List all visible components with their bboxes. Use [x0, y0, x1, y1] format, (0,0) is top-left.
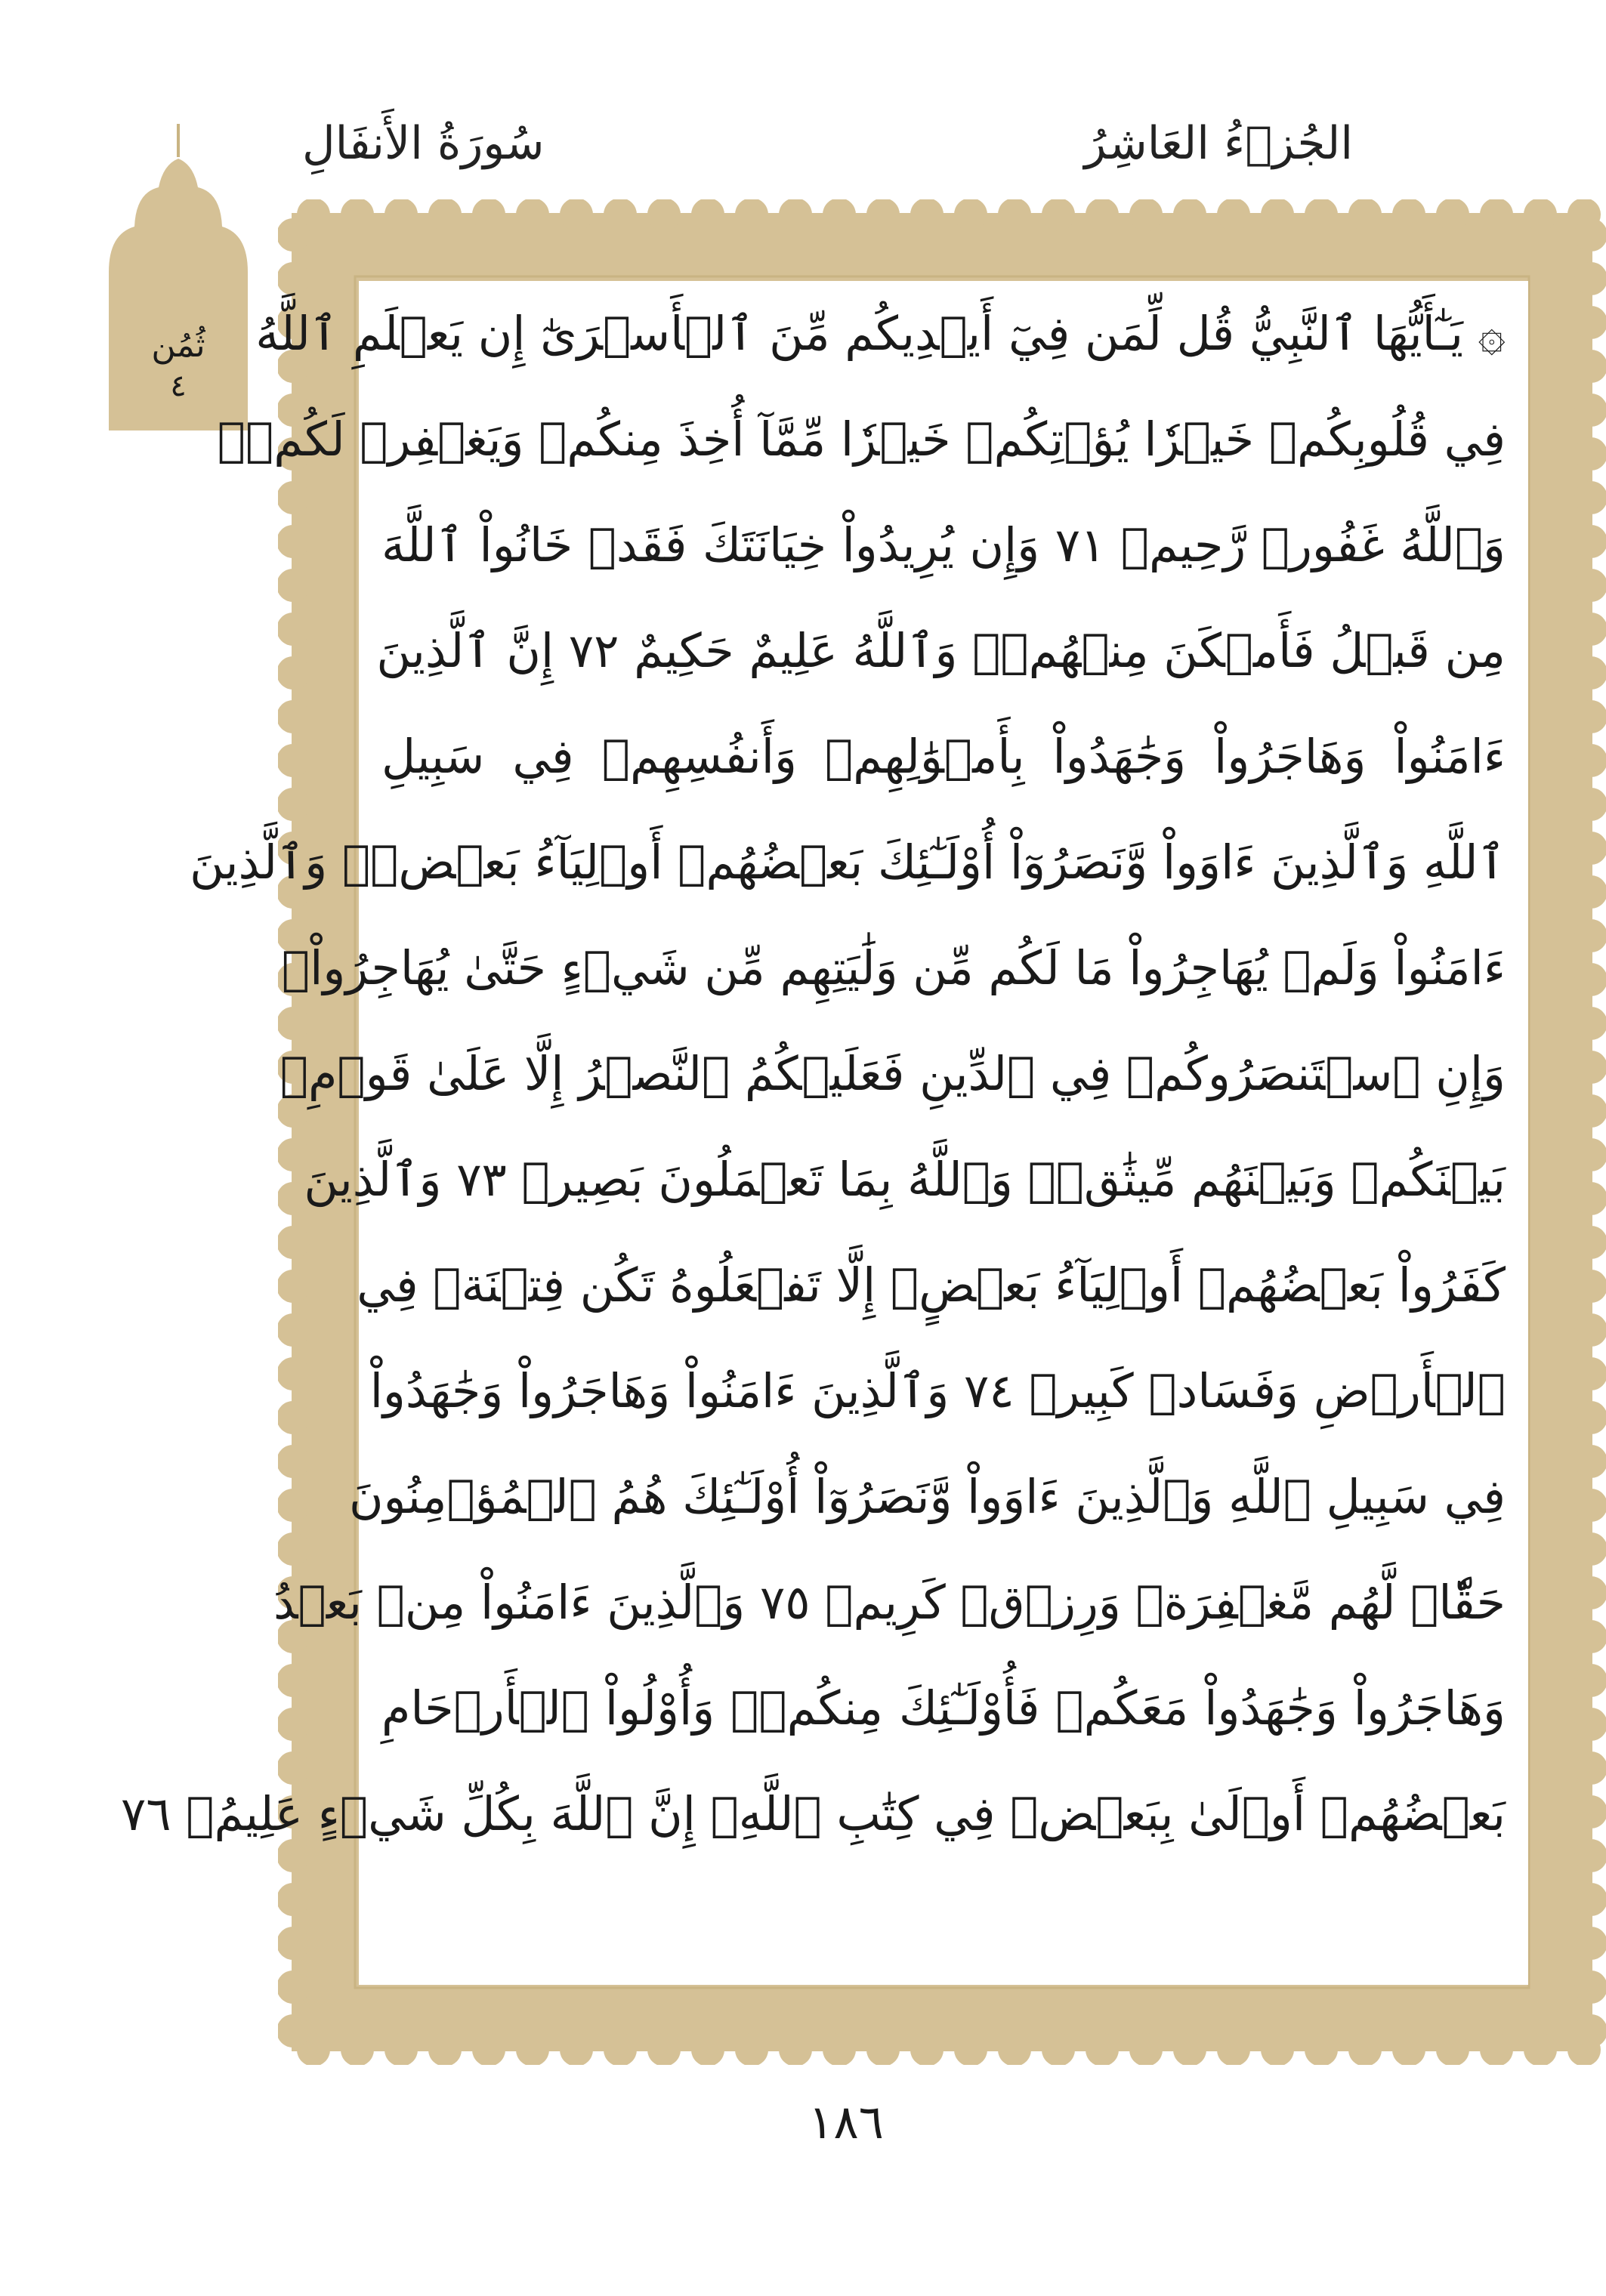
frame-scallop	[735, 199, 768, 231]
quran-line-5: ءَامَنُواْ وَهَاجَرُواْ وَجَٰهَدُواْ بِأَمۡوَٰلِهِمۡ وَأَنفُسِهِمۡ فِي سَبِيلِ	[381, 729, 1506, 784]
frame-scallop	[1574, 481, 1606, 514]
frame-scallop	[604, 2033, 637, 2065]
frame-scallop	[1392, 2033, 1425, 2065]
quran-line-1: ۞ يَـٰٓأَيُّهَا ٱلنَّبِيُّ قُل لِّمَن فِيٓ أَيۡدِيكُم مِّنَ ٱلۡأَسۡرَىٰٓ إِن يَعۡلَمِ ٱللَّهُ	[255, 306, 1506, 361]
thumun-label: ثُمُن	[151, 326, 205, 365]
frame-scallop	[1574, 1313, 1606, 1347]
frame-scallop	[278, 1445, 310, 1478]
frame-scallop	[278, 1357, 310, 1390]
frame-scallop	[1392, 199, 1425, 231]
frame-scallop	[428, 199, 462, 231]
frame-scallop	[278, 1401, 310, 1434]
frame-scallop	[1348, 199, 1382, 231]
frame-scallop	[1086, 2033, 1119, 2065]
frame-scallop	[1305, 2033, 1338, 2065]
frame-scallop	[1042, 199, 1075, 231]
frame-scallop	[385, 199, 418, 231]
frame-scallop	[1574, 1226, 1606, 1259]
frame-scallop	[1348, 2033, 1382, 2065]
frame-scallop	[1261, 2033, 1294, 2065]
frame-scallop	[560, 2033, 593, 2065]
frame-scallop	[1436, 199, 1469, 231]
quran-line-12: فِي سَبِيلِ ٱللَّهِ وَٱلَّذِينَ ءَاوَواْ وَّنَصَرُوٓاْ أُوْلَـٰٓئِكَ هُمُ ٱلۡمُؤۡمِنُونَ	[348, 1469, 1506, 1524]
frame-scallop	[1574, 875, 1606, 909]
frame-scallop	[1217, 199, 1250, 231]
frame-scallop	[1574, 1664, 1606, 1697]
frame-scallop	[1574, 306, 1606, 339]
frame-scallop	[1574, 1883, 1606, 1916]
frame-scallop	[278, 2014, 310, 2048]
frame-scallop	[1173, 199, 1206, 231]
frame-scallop	[691, 199, 724, 231]
frame-scallop	[1524, 199, 1557, 231]
frame-scallop	[472, 199, 505, 231]
frame-scallop	[1574, 350, 1606, 383]
frame-scallop	[1574, 1927, 1606, 1960]
frame-scallop	[278, 569, 310, 602]
quran-line-2: فِي قُلُوبِكُمۡ خَيۡرٗا يُؤۡتِكُمۡ خَيۡرٗا مِّمَّآ أُخِذَ مِنكُمۡ وَيَغۡفِرۡ لَكُمۡۚ	[217, 412, 1506, 467]
quran-line-6: ٱللَّهِ وَٱلَّذِينَ ءَاوَواْ وَّنَصَرُوٓاْ أُوْلَـٰٓئِكَ بَعۡضُهُمۡ أَوۡلِيَآءُ بَعۡضٖۚ وَٱلَّذِينَ	[190, 835, 1506, 890]
frame-scallop	[1086, 199, 1119, 231]
frame-scallop	[866, 199, 900, 231]
frame-scallop	[1574, 700, 1606, 733]
frame-scallop	[278, 1489, 310, 1522]
frame-scallop	[1574, 963, 1606, 996]
frame-scallop	[1574, 1138, 1606, 1171]
frame-scallop	[516, 2033, 549, 2065]
frame-scallop	[823, 2033, 856, 2065]
quran-line-7: ءَامَنُواْ وَلَمۡ يُهَاجِرُواْ مَا لَكُم مِّن وَلَٰيَتِهِم مِّن شَيۡءٍ حَتَّىٰ يُهَاجِرُواْۚ	[281, 940, 1506, 995]
frame-scallop	[954, 2033, 987, 2065]
quran-line-4: مِن قَبۡلُ فَأَمۡكَنَ مِنۡهُمۡۗ وَٱللَّهُ عَلِيمٌ حَكِيمٌ ٧٢ إِنَّ ٱلَّذِينَ	[376, 623, 1506, 678]
frame-scallop	[278, 1970, 310, 2004]
frame-scallop	[910, 2033, 944, 2065]
frame-scallop	[735, 2033, 768, 2065]
frame-scallop	[691, 2033, 724, 2065]
frame-scallop	[1524, 2033, 1557, 2065]
frame-scallop	[341, 199, 374, 231]
frame-scallop	[1574, 1751, 1606, 1785]
frame-scallop	[1574, 788, 1606, 821]
frame-scallop	[341, 2033, 374, 2065]
frame-scallop	[1042, 2033, 1075, 2065]
frame-scallop	[1574, 1182, 1606, 1215]
frame-scallop	[1436, 2033, 1469, 2065]
frame-scallop	[278, 525, 310, 558]
frame-scallop	[472, 2033, 505, 2065]
frame-scallop	[1574, 1051, 1606, 1084]
page-number: ١٨٦	[808, 2094, 884, 2149]
frame-scallop	[1129, 2033, 1163, 2065]
frame-scallop	[1574, 1532, 1606, 1566]
frame-scallop	[910, 199, 944, 231]
frame-scallop	[1574, 1839, 1606, 1872]
frame-scallop	[278, 1664, 310, 1697]
frame-scallop	[1574, 1401, 1606, 1434]
quran-line-10: كَفَرُواْ بَعۡضُهُمۡ أَوۡلِيَآءُ بَعۡضٍۚ إِلَّا تَفۡعَلُوهُ تَكُن فِتۡنَةٞ فِي	[357, 1258, 1506, 1313]
frame-scallop	[278, 613, 310, 646]
frame-scallop	[428, 2033, 462, 2065]
frame-scallop	[1574, 919, 1606, 952]
frame-scallop	[954, 199, 987, 231]
frame-scallop	[278, 1313, 310, 1347]
frame-scallop	[278, 744, 310, 777]
frame-scallop	[278, 700, 310, 733]
frame-scallop	[1129, 199, 1163, 231]
juz-title: الجُزۡءُ العَاشِرُ	[1084, 117, 1353, 170]
frame-scallop	[278, 656, 310, 690]
frame-scallop	[1173, 2033, 1206, 2065]
frame-scallop	[1574, 1970, 1606, 2004]
quran-line-3: وَٱللَّهُ غَفُورٞ رَّحِيمٞ ٧١ وَإِن يُرِيدُواْ خِيَانَتَكَ فَقَدۡ خَانُواْ ٱللَّهَ	[381, 517, 1506, 572]
thumun-marker	[104, 121, 252, 430]
frame-scallop	[1574, 218, 1606, 252]
frame-scallop	[1574, 525, 1606, 558]
frame-scallop	[1480, 2033, 1513, 2065]
frame-scallop	[1574, 393, 1606, 427]
frame-scallop	[1574, 2014, 1606, 2048]
frame-scallop	[866, 2033, 900, 2065]
frame-scallop	[1305, 199, 1338, 231]
frame-scallop	[1261, 199, 1294, 231]
frame-scallop	[1574, 744, 1606, 777]
frame-scallop	[647, 2033, 681, 2065]
frame-scallop	[998, 199, 1031, 231]
frame-scallop	[278, 1270, 310, 1303]
frame-scallop	[1574, 1094, 1606, 1128]
frame-scallop	[1574, 832, 1606, 865]
frame-scallop	[1574, 1007, 1606, 1040]
frame-scallop	[823, 199, 856, 231]
thumun-number: ٤	[170, 369, 187, 403]
surah-title: سُورَةُ الأَنفَالِ	[302, 117, 545, 170]
quran-line-11: ٱلۡأَرۡضِ وَفَسَادٞ كَبِيرٞ ٧٤ وَٱلَّذِينَ ءَامَنُواْ وَهَاجَرُواْ وَجَٰهَدُواْ	[369, 1363, 1506, 1418]
frame-scallop	[1480, 199, 1513, 231]
frame-scallop	[1574, 656, 1606, 690]
frame-scallop	[647, 199, 681, 231]
frame-scallop	[998, 2033, 1031, 2065]
quran-line-9: بَيۡنَكُمۡ وَبَيۡنَهُم مِّيثَٰقٞۗ وَٱللَّهُ بِمَا تَعۡمَلُونَ بَصِيرٞ ٧٣ وَٱلَّذِينَ	[304, 1152, 1506, 1207]
quran-line-8: وَإِنِ ٱسۡتَنصَرُوكُمۡ فِي ٱلدِّينِ فَعَلَيۡكُمُ ٱلنَّصۡرُ إِلَّا عَلَىٰ قَوۡمِۭ	[280, 1046, 1506, 1101]
quran-line-13: حَقّٗاۚ لَّهُم مَّغۡفِرَةٞ وَرِزۡقٞ كَرِيمٞ ٧٥ وَٱلَّذِينَ ءَامَنُواْ مِنۢ بَعۡدُ	[273, 1575, 1506, 1630]
frame-scallop	[1217, 2033, 1250, 2065]
frame-scallop	[1574, 1795, 1606, 1828]
frame-scallop	[1574, 1708, 1606, 1741]
frame-scallop	[1574, 437, 1606, 471]
frame-scallop	[516, 199, 549, 231]
frame-scallop	[779, 2033, 812, 2065]
frame-scallop	[278, 218, 310, 252]
frame-scallop	[1574, 1489, 1606, 1522]
frame-scallop	[1574, 1270, 1606, 1303]
frame-scallop	[278, 1708, 310, 1741]
frame-scallop	[779, 199, 812, 231]
frame-scallop	[1574, 1620, 1606, 1653]
quran-line-14: وَهَاجَرُواْ وَجَٰهَدُواْ مَعَكُمۡ فَأُوْلَـٰٓئِكَ مِنكُمۡۚ وَأُوْلُواْ ٱلۡأَرۡحَامِ	[381, 1680, 1506, 1736]
frame-scallop	[278, 1883, 310, 1916]
frame-scallop	[1574, 569, 1606, 602]
frame-scallop	[604, 199, 637, 231]
frame-scallop	[385, 2033, 418, 2065]
frame-scallop	[1574, 1576, 1606, 1609]
quran-line-15: بَعۡضُهُمۡ أَوۡلَىٰ بِبَعۡضٖ فِي كِتَٰبِ ٱللَّهِۚ إِنَّ ٱللَّهَ بِكُلِّ شَيۡءٍ عَلِيمُۢ ٧٦	[120, 1786, 1506, 1841]
frame-scallop	[1574, 613, 1606, 646]
frame-scallop	[1574, 262, 1606, 295]
frame-scallop	[1574, 1445, 1606, 1478]
frame-scallop	[1574, 1357, 1606, 1390]
frame-scallop	[278, 1927, 310, 1960]
frame-scallop	[560, 199, 593, 231]
